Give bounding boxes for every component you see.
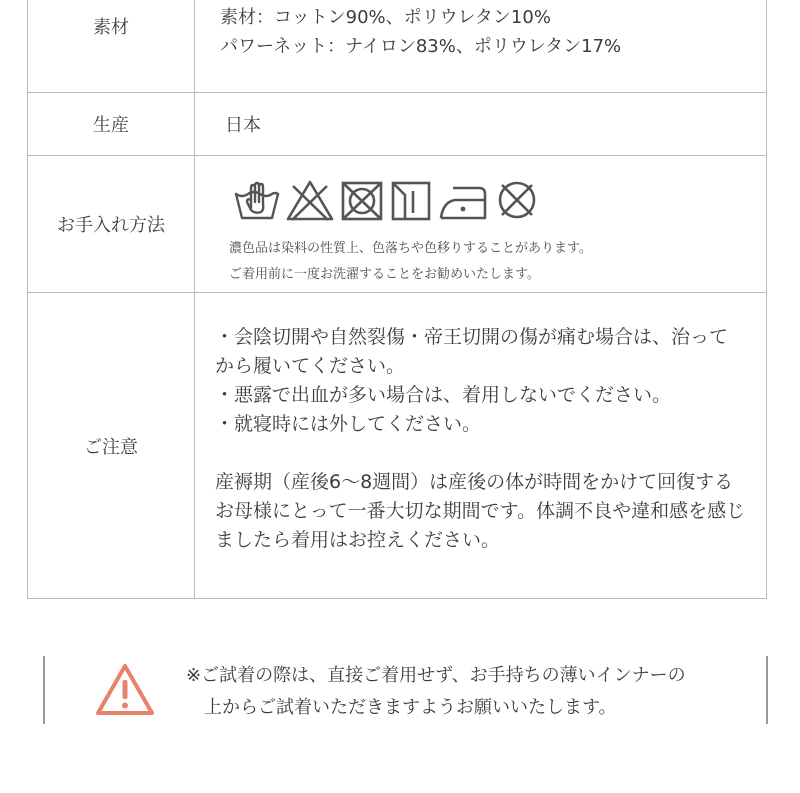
no-tumble-dry-icon [339, 178, 385, 222]
no-dry-clean-icon [493, 178, 541, 222]
material-line-1: 素材：コットン90%、ポリウレタン10% [220, 7, 551, 28]
notes-paragraph-1: 産褥期（産後6〜8週間）は産後の体が時間をかけて回復する [215, 471, 734, 493]
warning-icon [94, 662, 156, 718]
notes-paragraph-3: ましたら着用はお控えください。 [215, 529, 501, 551]
notes-line-3: ・悪露で出血が多い場合は、着用しないでください。 [215, 384, 672, 406]
notes-line-1: ・会陰切開や自然裂傷・帝王切開の傷が痛む場合は、治って [215, 326, 729, 348]
product-spec-table [27, 0, 767, 599]
care-value [195, 156, 767, 293]
caution-text [186, 660, 686, 724]
care-label: お手入れ方法 [28, 156, 195, 293]
material-label: 素材 [28, 0, 195, 93]
material-line-2: パワーネット：ナイロン83%、ポリウレタン17% [220, 36, 622, 57]
notes-value [195, 293, 767, 599]
no-bleach-icon [285, 178, 335, 222]
notes-line-4: ・就寝時には外してください。 [215, 413, 482, 435]
material-value [195, 0, 767, 93]
notes-label: ご注意 [28, 293, 195, 599]
iron-low-icon [437, 178, 489, 222]
care-notes [229, 236, 765, 288]
care-icons [233, 170, 765, 222]
notes-line-2: から履いてください。 [215, 355, 406, 377]
care-note-1: 濃色品は染料の性質上、色落ちや色移りすることがあります。 [229, 241, 592, 256]
caution-line-2: 上からご試着いただきますようお願いいたします。 [204, 697, 617, 718]
notes-row [28, 293, 767, 599]
care-row [28, 156, 767, 293]
caution-line-1: ※ご試着の際は、直接ご着用せず、お手持ちの薄いインナーの [186, 665, 686, 686]
made-in-label: 生産 [28, 93, 195, 156]
line-dry-shade-icon [389, 178, 433, 222]
made-in-row [28, 93, 767, 156]
material-row [28, 0, 767, 93]
hand-wash-icon [233, 178, 281, 222]
notes-spacer [215, 439, 765, 468]
care-note-2: ご着用前に一度お洗濯することをお勧めいたします。 [229, 267, 540, 282]
notes-paragraph-2: お母様にとって一番大切な期間です。体調不良や違和感を感じ [215, 500, 746, 522]
fitting-caution-box [43, 656, 768, 724]
made-in-value: 日本 [195, 93, 767, 156]
